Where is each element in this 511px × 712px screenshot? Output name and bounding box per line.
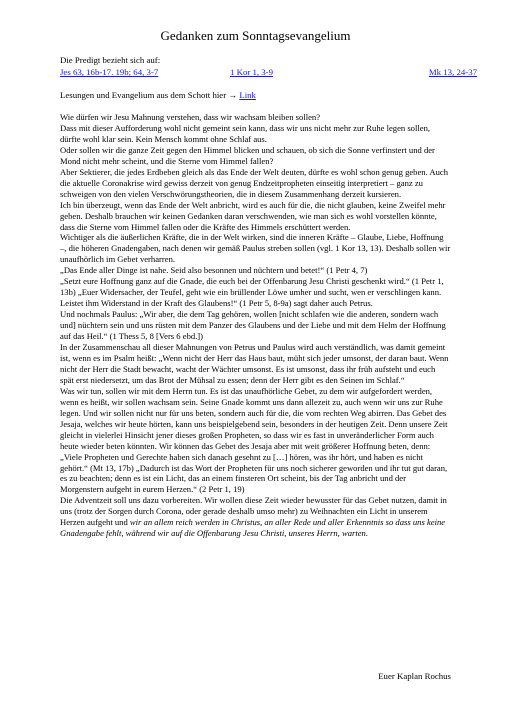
- paragraph: „Setzt eure Hoffnung ganz auf die Gnade, die euch bei der Offenbarung Jesu Christi geschenkt wird.“ (1 Petr 1, 13b) „Euer Widersacher, der Teufel, geht wie ein brüllender Löwe umher und sucht, wen er verschlingen kann. Leistet ihm Widerstand in der Kraft des Glaubens!“ (1 Petr 5, 8-9a) sagt daher auch Petrus.: [60, 276, 444, 309]
- sermon-body: [60, 112, 451, 539]
- closing-italic-quote: wir an allem reich werden in Christus, an aller Rede und aller Erkenntnis so dass uns keine Gnadengabe fehlt, während wir auf die Offenbarung Jesu Christi, unseres Herrn, warten.: [60, 517, 446, 539]
- paragraph: Und nochmals Paulus: „Wir aber, die dem Tag gehören, wollen [nicht schlafen wie die anderen, sondern wach und] nüchtern sein und uns rüsten mit dem Panzer des Glaubens und der Liebe und mit dem Helm der Hoffnung auf das Heil.“ (1 Thess 5, 8 [Vers 6 ebd.]): [60, 309, 446, 342]
- paragraph: Ich bin überzeugt, wenn das Ende der Welt anbricht, wird es auch für die, die nicht glauben, keine Zweifel mehr geben. Deshalb brauchen wir keinen Gedanken daran verschwenden, wie man sich es wohl vorstellen könnte, dass die Sterne vom Himmel fallen oder die Kräfte des Himmels erschüttert werden.: [60, 199, 446, 232]
- lesung-text: Lesungen und Evangelium aus dem Schott hier →: [60, 90, 238, 100]
- schott-link[interactable]: Link: [239, 90, 256, 100]
- paragraph: Wie dürfen wir Jesu Mahnung verstehen, dass wir wachsam bleiben sollen?: [60, 112, 321, 122]
- intro-line: Die Predigt bezieht sich auf:: [60, 55, 161, 65]
- paragraph: Aber Sektierer, die jedes Erdbeben gleich als das Ende der Welt deuten, dürfte es wohl schon genug geben. Auch die aktuelle Coronakrise wird gewiss derzeit von genug Endzeitpropheten einseitig interpretiert – ganz zu schweigen von den vielen Verschwörungstheorien, die in diesem Zusammenhang derzeit kursieren.: [60, 166, 449, 199]
- paragraph: „Viele Propheten und Gerechte haben sich danach gesehnt zu […] hören, was ihr hört, und haben es nicht gehört.“ (Mt 13, 17b) „Dadurch ist das Wort der Propheten für uns noch sicherer geworden und ihr tut gut daran, es zu beachten; denn es ist ein Licht, das an einem finsteren Ort scheint, bis der Tag anbricht und der Morgenstern aufgeht in eurem Herzen.“ (2 Petr 1, 19): [60, 451, 448, 495]
- paragraph: Wichtiger als die äußerlichen Kräfte, die in der Welt wirken, sind die inneren Kräfte – Glaube, Liebe, Hoffnung –, die höheren Gnadengaben, nach denen wir gemäß Paulus streben sollen (vgl. 1 Kor 13, 13). Deshalb sollen wir unaufhörlich im Gebet verharren.: [60, 232, 451, 265]
- lesung-line: [60, 90, 256, 101]
- paragraph: Was wir tun, sollen wir mit dem Herrn tun. Es ist das unaufhörliche Gebet, zu dem wir aufgefordert werden, wenn es heißt, wir sollen wachsam sein. Seine Gnade kommt uns dann allezeit zu, auch wenn wir uns zur Ruhe legen. Und wir sollen nicht nur für uns beten, sondern auch für die, die vom rechten Weg abirren. Das Gebet des Jesaja, welches wir heute hörten, kann uns beispielgebend sein, besonders in der heutigen Zeit. Denn unsere Zeit gleicht in vielerlei Hinsicht jener dieses großen Propheten, so dass wir es fast in unveränderlicher Form auch heute wieder beten könnten. Wir können das Gebet des Jesaja aber mit weit größerer Hoffnung beten, denn:: [60, 385, 448, 451]
- signature: Euer Kaplan Rochus: [378, 671, 451, 681]
- paragraph: „Das Ende aller Dinge ist nahe. Seid also besonnen und nüchtern und betet!“ (1 Petr 4, 7): [60, 265, 368, 276]
- paragraph: In der Zusammenschau all dieser Mahnungen von Petrus und Paulus wird auch verständlich, was damit gemeint ist, wenn es im Psalm heißt: „Wenn nicht der Herr das Haus baut, müht sich jeder umsonst, der daran baut. Wenn nicht der Herr die Stadt bewacht, wacht der Wächter umsonst. Es ist umsonst, dass ihr früh aufsteht und euch spät erst niedersetzt, um das Brot der Mühsal zu essen; denn der Herr gibt es den Seinen im Schlaf.“: [60, 342, 449, 385]
- final-paragraph: [60, 495, 451, 539]
- paragraph: Oder sollen wir die ganze Zeit gegen den Himmel blicken und schauen, ob sich die Sonne verfinstert und der Mond nicht mehr scheint, und die Sterne vom Himmel fallen?: [60, 144, 435, 166]
- reading-link-corinthians[interactable]: 1 Kor 1, 3-9: [230, 67, 274, 77]
- paragraph: Dass mit dieser Aufforderung wohl nicht gemeint sein kann, dass wir uns nicht mehr zur Ruhe legen sollen, dürfte wohl klar sein. Kein Mensch kommt ohne Schlaf aus.: [60, 122, 431, 144]
- final-paragraph-text: Die Adventzeit soll uns dazu vorbereiten. Wir wollen diese Zeit wieder bewusster für das Gebet nutzen, damit in uns (trotz der Sorgen durch Corona, oder gerade deshalb umso mehr) zu Weihnachten ein Licht in unserem Herzen aufgeht und: [60, 495, 447, 528]
- page-title: Gedanken zum Sonntagsevangelium: [160, 28, 351, 43]
- readings-row: [60, 67, 477, 79]
- reading-link-isaiah[interactable]: Jes 63, 16b-17. 19b; 64, 3-7: [60, 67, 159, 77]
- reading-link-mark[interactable]: Mk 13, 24-37: [428, 67, 477, 77]
